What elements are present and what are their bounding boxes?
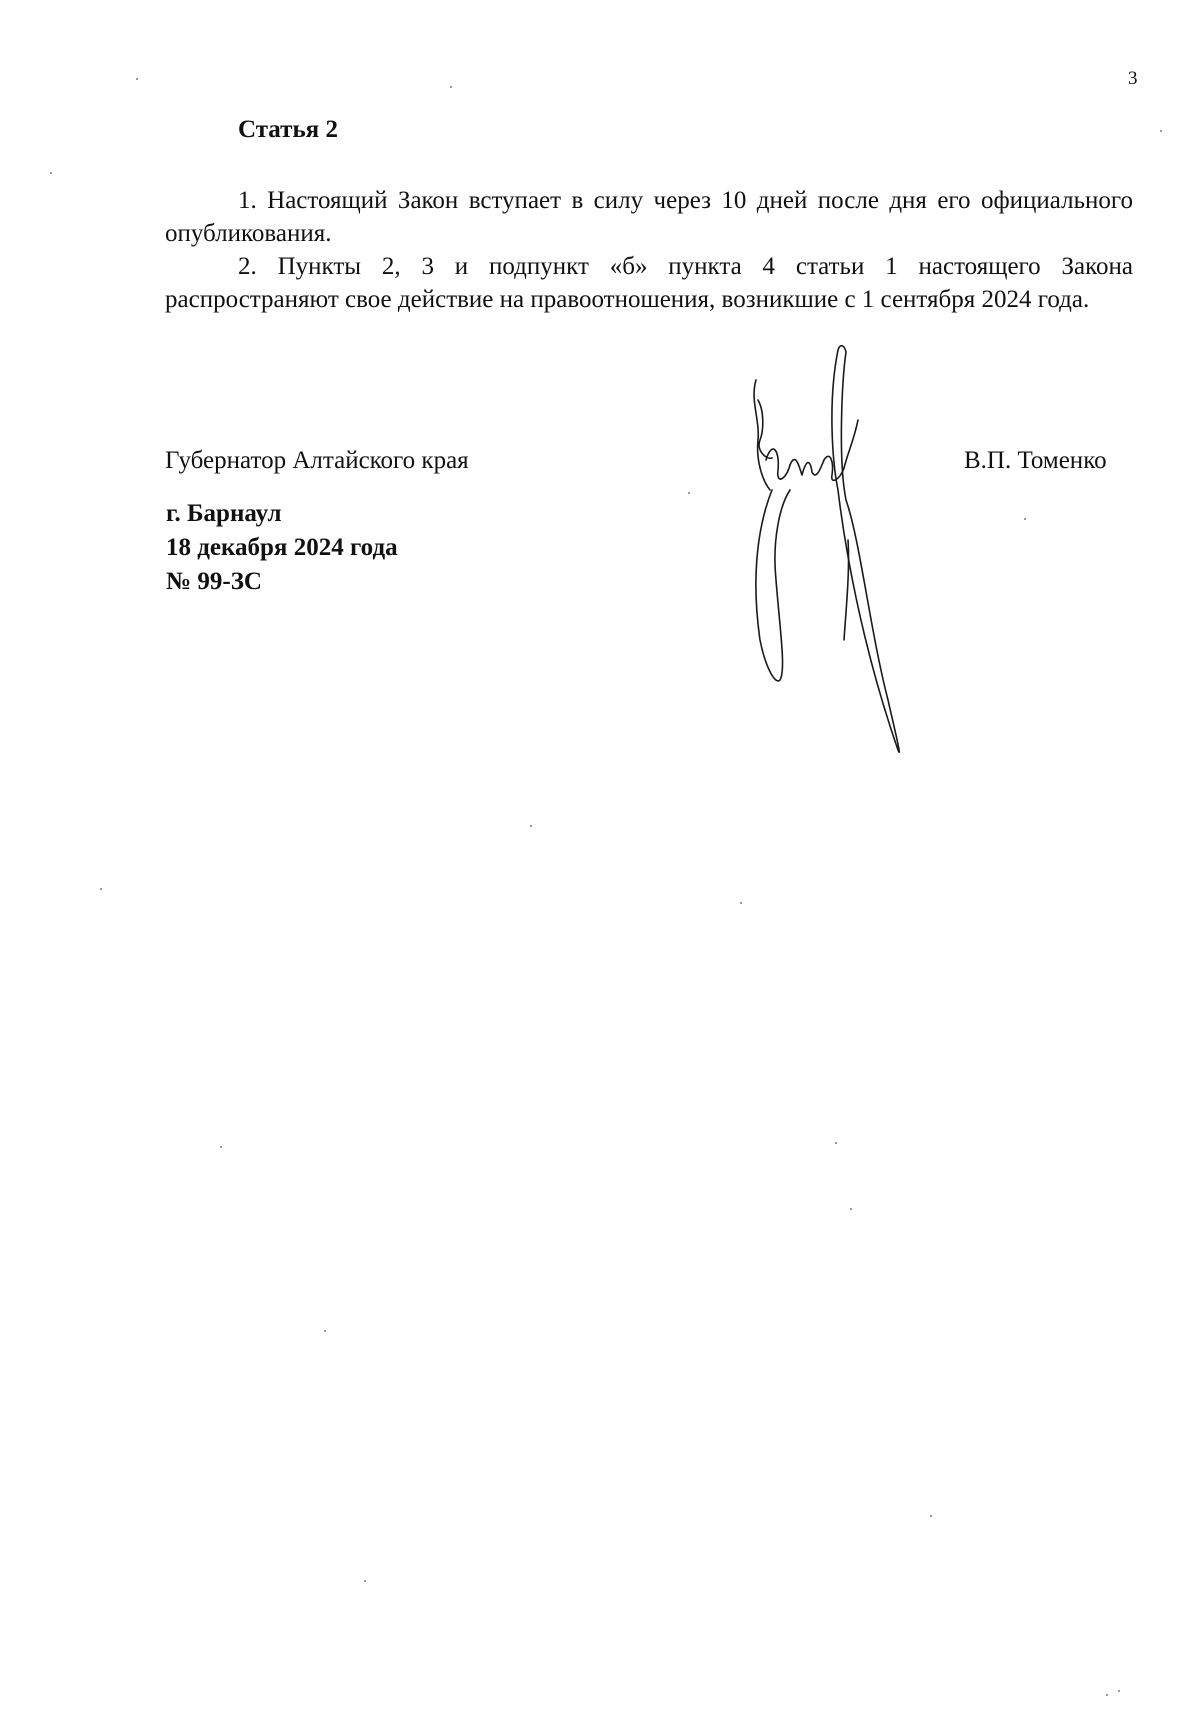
scan-speck: [740, 902, 742, 904]
page-number: 3: [1128, 68, 1138, 89]
article-paragraph-1: 1. Настоящий Закон вступает в силу через 10 дней после дня его официального опубликования.: [165, 187, 1133, 247]
scan-speck: [1160, 130, 1162, 132]
scan-speck: [1118, 1690, 1120, 1692]
scan-speck: [530, 825, 532, 827]
scan-speck: [50, 172, 52, 174]
signatory-name: В.П. Томенко: [964, 447, 1107, 474]
scan-speck: [450, 86, 452, 88]
enactment-number: № 99-ЗС: [166, 568, 262, 595]
scan-speck: [930, 1515, 932, 1517]
signatory-title: Губернатор Алтайского края: [165, 447, 469, 474]
scan-speck: [1106, 1694, 1108, 1696]
scan-speck: [136, 78, 138, 80]
scan-speck: [850, 1208, 852, 1210]
article-heading: Статья 2: [238, 116, 338, 143]
scan-speck: [364, 1580, 366, 1582]
article-paragraph-1-container: [165, 184, 1133, 250]
scan-speck: [688, 492, 690, 494]
enactment-place: г. Барнаул: [166, 500, 282, 527]
article-paragraph-2: 2. Пункты 2, 3 и подпункт «б» пункта 4 статьи 1 настоящего Закона распространяют свое действие на правоотношения, возникшие с 1 сентября 2024 года.: [165, 253, 1133, 313]
enactment-date: 18 декабря 2024 года: [166, 534, 398, 561]
scan-speck: [1024, 518, 1026, 520]
scan-speck: [835, 1142, 837, 1144]
article-paragraph-2-container: [165, 250, 1133, 316]
handwritten-signature: [720, 340, 920, 760]
scan-speck: [220, 1146, 222, 1148]
scan-speck: [324, 1330, 326, 1332]
enactment-details: [166, 497, 398, 599]
scan-speck: [100, 888, 102, 890]
